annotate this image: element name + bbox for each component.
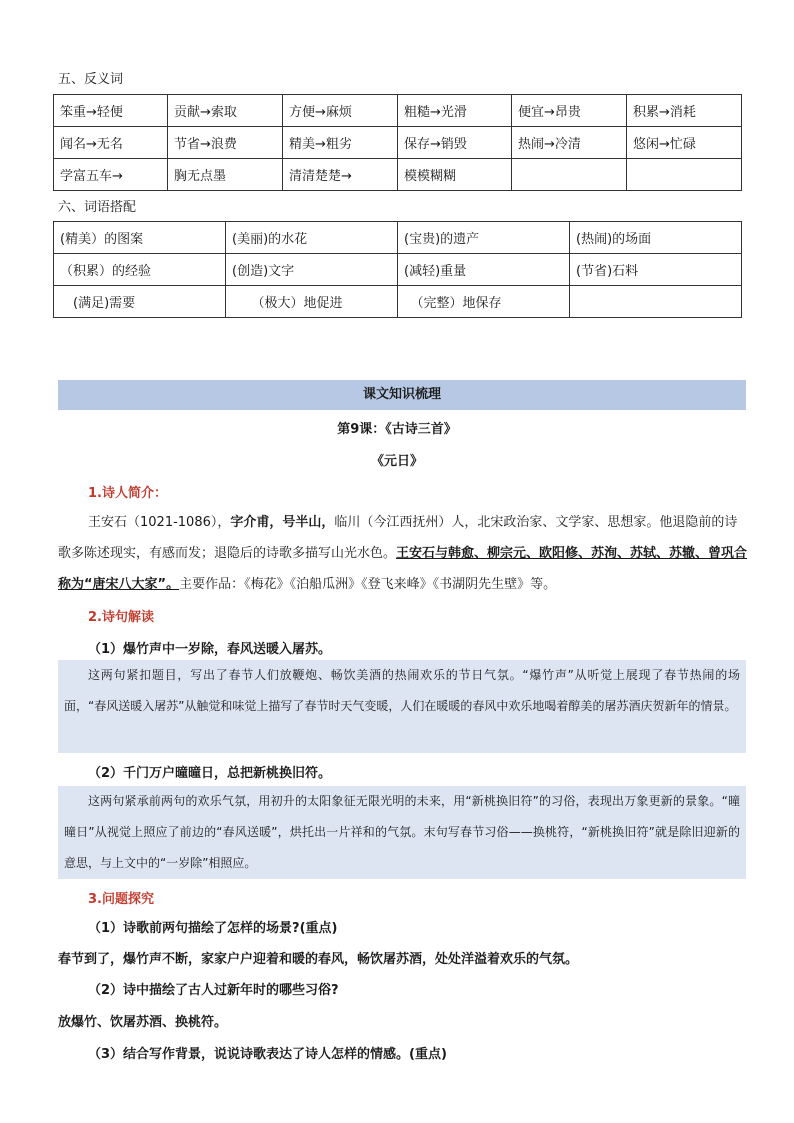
- table-cell: 贡献→索取: [168, 95, 283, 127]
- table-cell: (创造)文字: [226, 254, 398, 286]
- table-row: [54, 286, 742, 318]
- section5-heading: 五、反义词: [58, 72, 124, 87]
- answer-1: 春节到了，爆竹声不断，家家户户迎着和暖的春风，畅饮屠苏酒，处处洋溢着欢乐的气氛。: [58, 952, 579, 967]
- questions-heading: 3.问题探究: [88, 892, 154, 907]
- table-cell: (美丽)的水花: [226, 222, 398, 254]
- table-cell: 方便→麻烦: [283, 95, 398, 127]
- table-cell: 便宜→昂贵: [512, 95, 627, 127]
- table-cell: (精美）的图案: [54, 222, 226, 254]
- section-banner: 课文知识梳理: [58, 380, 746, 410]
- table-cell: 笨重→轻便: [54, 95, 168, 127]
- table-cell: 保存→销毁: [398, 127, 512, 159]
- table-cell: (节省)石料: [570, 254, 742, 286]
- table-cell: 清清楚楚→: [283, 159, 398, 191]
- table-cell: （极大）地促进: [226, 286, 398, 318]
- poet-intro-heading: 1.诗人简介：: [88, 486, 167, 501]
- question-1: （1）诗歌前两句描绘了怎样的场景?(重点): [88, 921, 338, 936]
- table-row: [54, 254, 742, 286]
- table-cell: （完整）地保存: [398, 286, 570, 318]
- table-cell: 模模糊糊: [398, 159, 512, 191]
- explanation-box-1: 这两句紧扣题目，写出了春节人们放鞭炮、畅饮美酒的热闹欢乐的节日气氛。“爆竹声”从听觉上展现了春节热闹的场面，“春风送暖入屠苏”从触觉和味觉上描写了春节时天气变暖，人们在暖暖的春风中欢乐地喝着醇美的屠苏酒庆贺新年的情景。: [58, 660, 746, 753]
- table-cell: [627, 159, 742, 191]
- table-cell: （积累）的经验: [54, 254, 226, 286]
- table-cell: 积累→消耗: [627, 95, 742, 127]
- table-cell: [512, 159, 627, 191]
- table-cell: 粗糙→光滑: [398, 95, 512, 127]
- lesson-title: 第9课：《古诗三首》: [337, 422, 457, 437]
- answer-2: 放爆竹、饮屠苏酒、换桃符。: [58, 1015, 228, 1030]
- table-row: [54, 95, 742, 127]
- table-cell: [570, 286, 742, 318]
- table-cell: 精美→粗劣: [283, 127, 398, 159]
- poem-title: 《元日》: [370, 454, 423, 469]
- question-2: （2）诗中描绘了古人过新年时的哪些习俗?: [88, 983, 339, 998]
- explanation-box-2: 这两句紧承前两句的欢乐气氛，用初升的太阳象征无限光明的未来，用“新桃换旧符”的习俗，表现出万象更新的景象。“曈曈日”从视觉上照应了前边的“春风送暖”，烘托出一片祥和的气氛。末句写春节习俗——换桃符，“新桃换旧符”就是除旧迎新的意思，与上文中的“一岁除”相照应。: [58, 786, 746, 879]
- table-cell: 节省→浪费: [168, 127, 283, 159]
- table-cell: 闻名→无名: [54, 127, 168, 159]
- table-cell: (满足)需要: [54, 286, 226, 318]
- table-cell: 热闹→冷清: [512, 127, 627, 159]
- section6-heading: 六、词语搭配: [58, 200, 137, 215]
- table-row: [54, 222, 742, 254]
- question-3: （3）结合写作背景，说说诗歌表达了诗人怎样的情感。(重点): [88, 1047, 447, 1062]
- table-row: [54, 127, 742, 159]
- table-cell: 学富五车→: [54, 159, 168, 191]
- table-cell: 悠闲→忙碌: [627, 127, 742, 159]
- table-cell: (减轻)重量: [398, 254, 570, 286]
- poem-line-2: （2）千门万户曈曈日，总把新桃换旧符。: [88, 766, 332, 781]
- table-row: [54, 159, 742, 191]
- poet-intro-paragraph: 王安石（1021-1086），字介甫，号半山，临川（今江西抚州）人，北宋政治家、文学家、思想家。他退隐前的诗歌多陈述现实，有感而发；退隐后的诗歌多描写山光水色。王安石与韩愈、柳宗元、欧阳修、苏洵、苏轼、苏辙、曾巩合称为“唐宋八大家”。主要作品：《梅花》《泊船瓜洲》《登飞来峰》《书湖阴先生壁》等。: [58, 515, 748, 592]
- poem-line-1: （1）爆竹声中一岁除，春风送暖入屠苏。: [88, 642, 332, 657]
- table-cell: (热闹)的场面: [570, 222, 742, 254]
- antonym-table: [53, 94, 742, 191]
- interpretation-heading: 2.诗句解读: [88, 610, 154, 625]
- table-cell: 胸无点墨: [168, 159, 283, 191]
- collocation-table: [53, 221, 742, 318]
- table-cell: (宝贵)的遗产: [398, 222, 570, 254]
